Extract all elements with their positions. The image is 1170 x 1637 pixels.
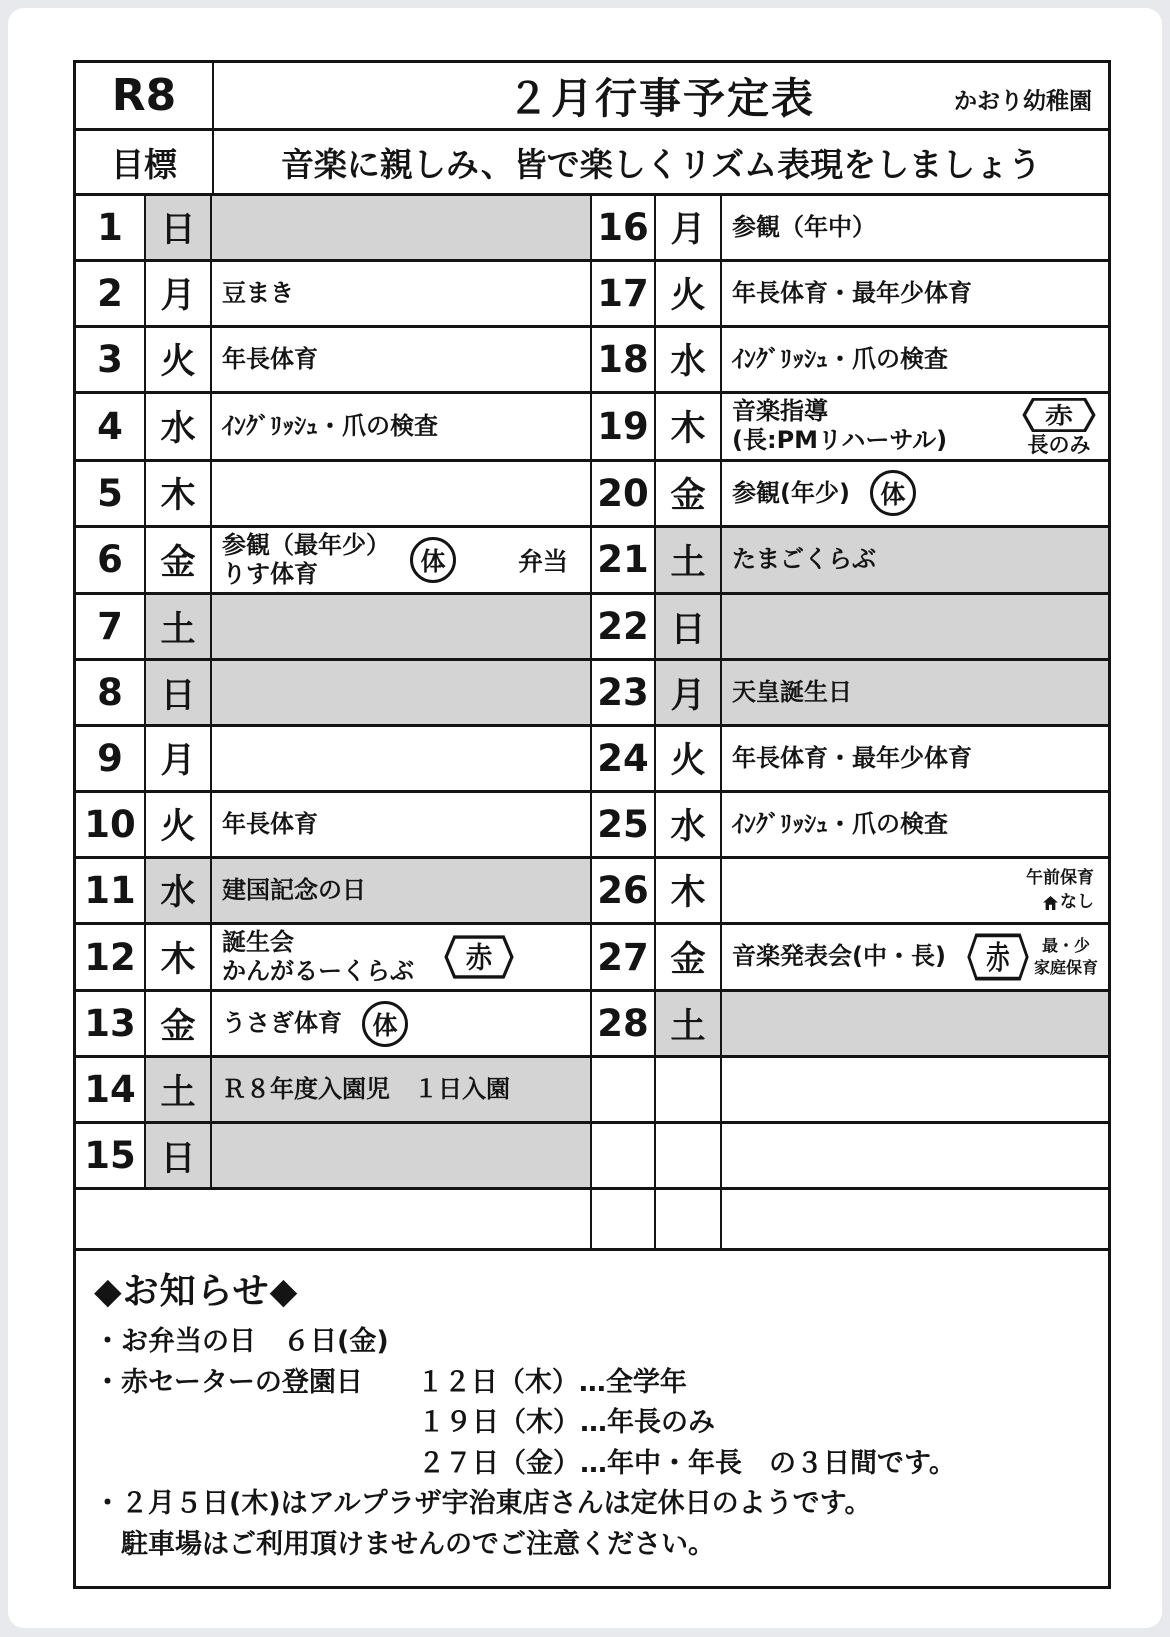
weekday-cell: 木	[144, 462, 210, 525]
event-cell	[210, 262, 590, 325]
weekday-cell: 金	[144, 992, 210, 1055]
calendar-row	[76, 859, 1108, 925]
event-line: りす体育	[222, 559, 318, 588]
event-lines	[222, 810, 318, 839]
svg-text:赤: 赤	[986, 939, 1010, 977]
date-number: 5	[76, 462, 144, 525]
date-number: 2	[76, 262, 144, 325]
event-cell	[720, 925, 1108, 990]
hex-side-line: 最・少	[1041, 936, 1090, 956]
weekday-cell: 火	[144, 793, 210, 856]
weekday-cell: 月	[144, 727, 210, 790]
calendar-grid	[76, 196, 1108, 1190]
event-cell	[720, 661, 1108, 724]
date-number: 27	[590, 925, 654, 990]
event-cell	[210, 661, 590, 724]
weekday-cell: 火	[654, 727, 720, 790]
page-title: ２月行事予定表	[506, 73, 815, 123]
event-line: 参観（最年少）	[222, 530, 390, 559]
date-number: 28	[590, 992, 654, 1055]
event-line: 音楽指導	[732, 396, 828, 425]
date-number	[590, 1058, 654, 1121]
year-label: R8	[111, 70, 177, 121]
event-line: 豆まき	[222, 278, 294, 307]
event-lines	[732, 397, 947, 456]
weekday-cell: 水	[654, 328, 720, 391]
date-number: 26	[590, 859, 654, 922]
date-number: 25	[590, 793, 654, 856]
weekday-cell: 金	[654, 462, 720, 525]
date-number: 24	[590, 727, 654, 790]
weekday-cell: 金	[654, 925, 720, 990]
event-lines	[222, 1009, 342, 1038]
morning-care-note	[1026, 866, 1094, 915]
calendar-row	[76, 661, 1108, 727]
weekday-cell: 土	[654, 992, 720, 1055]
morning-care-note-line: 午前保育	[1026, 867, 1094, 888]
date-number: 9	[76, 727, 144, 790]
event-lines	[222, 928, 414, 987]
event-lines	[732, 345, 948, 374]
weekday-cell: 火	[144, 328, 210, 391]
date-number: 12	[76, 925, 144, 990]
title-cell	[212, 63, 1108, 128]
date-number: 20	[590, 462, 654, 525]
event-line: ｲﾝｸﾞﾘｯｼｭ・爪の検査	[732, 809, 948, 838]
red-sweater-hex-badge	[444, 934, 514, 980]
date-number	[590, 1124, 654, 1187]
weekday-cell: 月	[654, 661, 720, 724]
weekday-cell	[654, 1058, 720, 1121]
notice-heading: ◆お知らせ◆	[94, 1271, 299, 1312]
weekday-cell: 土	[654, 528, 720, 593]
event-cell	[720, 262, 1108, 325]
event-line: 年長体育・最年少体育	[732, 743, 972, 772]
event-cell	[720, 328, 1108, 391]
date-number: 23	[590, 661, 654, 724]
calendar-row	[76, 196, 1108, 262]
house-icon	[1043, 896, 1058, 910]
event-cell	[720, 196, 1108, 259]
weekday-cell: 木	[144, 925, 210, 990]
calendar-row	[76, 394, 1108, 462]
event-line: 年長体育	[222, 344, 318, 373]
event-cell	[210, 328, 590, 391]
event-cell	[210, 992, 590, 1055]
weekday-cell: 土	[144, 595, 210, 658]
event-lines	[732, 678, 852, 707]
date-number: 21	[590, 528, 654, 593]
event-cell	[720, 859, 1108, 922]
event-line: 参観（年中）	[732, 212, 876, 241]
date-number: 8	[76, 661, 144, 724]
event-cell	[720, 992, 1108, 1055]
calendar-row	[76, 462, 1108, 528]
weekday-cell: 木	[654, 859, 720, 922]
event-cell	[720, 462, 1108, 525]
date-number: 19	[590, 394, 654, 459]
weekday-cell: 水	[654, 793, 720, 856]
event-cell	[720, 1058, 1108, 1121]
event-lines	[732, 545, 876, 574]
hex-side-line: 家庭保育	[1033, 958, 1098, 977]
weekday-cell: 日	[654, 595, 720, 658]
weekday-cell: 金	[144, 528, 210, 593]
calendar-row	[76, 328, 1108, 394]
empty-event-cell	[720, 1190, 1108, 1248]
event-cell	[210, 462, 590, 525]
notice-line: ２７日（金）…年中・年長 の３日間です。	[94, 1447, 956, 1479]
schedule-table	[73, 60, 1111, 1589]
calendar-row	[76, 595, 1108, 661]
weekday-cell: 日	[144, 661, 210, 724]
date-number: 11	[76, 859, 144, 922]
svg-text:赤: 赤	[1044, 402, 1074, 430]
red-sweater-hex-badge	[967, 932, 1029, 982]
calendar-row	[76, 1124, 1108, 1190]
event-line: ｲﾝｸﾞﾘｯｼｭ・爪の検査	[222, 411, 438, 440]
goal-label: 目標	[111, 144, 177, 184]
document-page	[8, 8, 1162, 1628]
lunch-label: 弁当	[517, 546, 568, 576]
red-sweater-badge-group	[967, 932, 1098, 982]
calendar-row	[76, 528, 1108, 596]
event-lines	[222, 531, 390, 590]
header-row	[76, 63, 1108, 131]
event-line: 誕生会	[222, 927, 294, 956]
notice-lines	[94, 1322, 1090, 1565]
date-number: 18	[590, 328, 654, 391]
hex-badge-note: 長のみ	[1027, 432, 1091, 457]
empty-date-cell	[590, 1190, 654, 1248]
notice-line: ・お弁当の日 ６日(金)	[94, 1326, 389, 1357]
event-line: ｲﾝｸﾞﾘｯｼｭ・爪の検査	[732, 344, 948, 373]
notice-line: ・２月５日(木)はアルプラザ宇治東店さんは定休日のようです。	[94, 1488, 872, 1519]
hex-badge-side-note	[1034, 935, 1098, 978]
notice-section	[76, 1251, 1108, 1586]
event-cell	[720, 595, 1108, 658]
date-number: 6	[76, 528, 144, 593]
calendar-row	[76, 1058, 1108, 1124]
event-line: (長:PMリハーサル)	[732, 426, 948, 455]
pe-circle-badge: 体	[410, 537, 456, 583]
date-number: 22	[590, 595, 654, 658]
weekday-cell: 水	[144, 859, 210, 922]
event-cell	[210, 1124, 590, 1187]
event-lines	[732, 479, 850, 508]
event-line: 年長体育・最年少体育	[732, 278, 972, 307]
goal-row	[76, 131, 1108, 196]
weekday-cell: 水	[144, 394, 210, 459]
calendar-row	[76, 793, 1108, 859]
event-cell	[720, 727, 1108, 790]
weekday-cell: 日	[144, 1124, 210, 1187]
event-cell	[210, 528, 590, 593]
event-line: かんがるーくらぶ	[222, 957, 414, 985]
calendar-empty-row	[76, 1190, 1108, 1251]
weekday-cell: 火	[654, 262, 720, 325]
date-number: 16	[590, 196, 654, 259]
event-cell	[720, 394, 1108, 459]
notice-line: １９日（木）…年長のみ	[94, 1407, 715, 1438]
event-lines	[732, 279, 972, 308]
pe-circle-badge: 体	[870, 470, 916, 516]
event-line: たまごくらぶ	[732, 545, 876, 574]
event-lines	[732, 942, 946, 971]
calendar-row	[76, 262, 1108, 328]
event-line: 音楽発表会(中・長)	[732, 942, 946, 971]
weekday-cell: 木	[654, 394, 720, 459]
event-cell	[720, 793, 1108, 856]
event-lines	[222, 412, 438, 441]
pe-circle-badge: 体	[362, 1001, 408, 1047]
event-cell	[210, 793, 590, 856]
empty-merged-cell	[76, 1190, 590, 1248]
empty-weekday-cell	[654, 1190, 720, 1248]
event-cell	[720, 528, 1108, 593]
event-cell	[210, 859, 590, 922]
date-number: 10	[76, 793, 144, 856]
calendar-row	[76, 925, 1108, 993]
weekday-cell: 月	[654, 196, 720, 259]
date-number: 17	[590, 262, 654, 325]
event-lines	[222, 279, 294, 308]
date-number: 14	[76, 1058, 144, 1121]
event-cell	[210, 394, 590, 459]
red-sweater-badge-group	[1022, 397, 1096, 456]
event-cell	[210, 925, 590, 990]
event-line: 参観(年少)	[732, 478, 850, 507]
event-lines	[222, 345, 318, 374]
event-cell	[720, 1124, 1108, 1187]
event-line: うさぎ体育	[222, 1009, 342, 1038]
goal-text: 音楽に親しみ、皆で楽しくリズム表現をしましょう	[212, 131, 1108, 193]
date-number: 15	[76, 1124, 144, 1187]
weekday-cell	[654, 1124, 720, 1187]
calendar-row	[76, 992, 1108, 1058]
event-cell	[210, 196, 590, 259]
weekday-cell: 日	[144, 196, 210, 259]
event-cell	[210, 1058, 590, 1121]
event-lines	[732, 744, 972, 773]
event-line: 年長体育	[222, 809, 318, 838]
event-lines	[222, 1075, 510, 1104]
event-lines	[222, 876, 366, 905]
date-number: 7	[76, 595, 144, 658]
weekday-cell: 月	[144, 262, 210, 325]
calendar-row	[76, 727, 1108, 793]
date-number: 3	[76, 328, 144, 391]
svg-text:赤: 赤	[465, 940, 493, 976]
event-cell	[210, 727, 590, 790]
red-sweater-hex-badge	[1022, 397, 1096, 433]
date-number: 1	[76, 196, 144, 259]
date-number: 13	[76, 992, 144, 1055]
event-lines	[732, 213, 876, 242]
weekday-cell: 土	[144, 1058, 210, 1121]
morning-care-note-line: なし	[1026, 890, 1094, 915]
notice-line: ・赤セーターの登園日 １２日（木）…全学年	[94, 1366, 687, 1398]
event-line: 建国記念の日	[222, 875, 366, 904]
event-cell	[210, 595, 590, 658]
school-name: かおり幼稚園	[954, 88, 1092, 115]
event-line: Ｒ８年度入園児 １日入園	[222, 1074, 510, 1103]
event-line: 天皇誕生日	[732, 677, 852, 706]
notice-line: 駐車場はご利用頂けませんのでご注意ください。	[94, 1528, 715, 1560]
event-lines	[732, 810, 948, 839]
date-number: 4	[76, 394, 144, 459]
